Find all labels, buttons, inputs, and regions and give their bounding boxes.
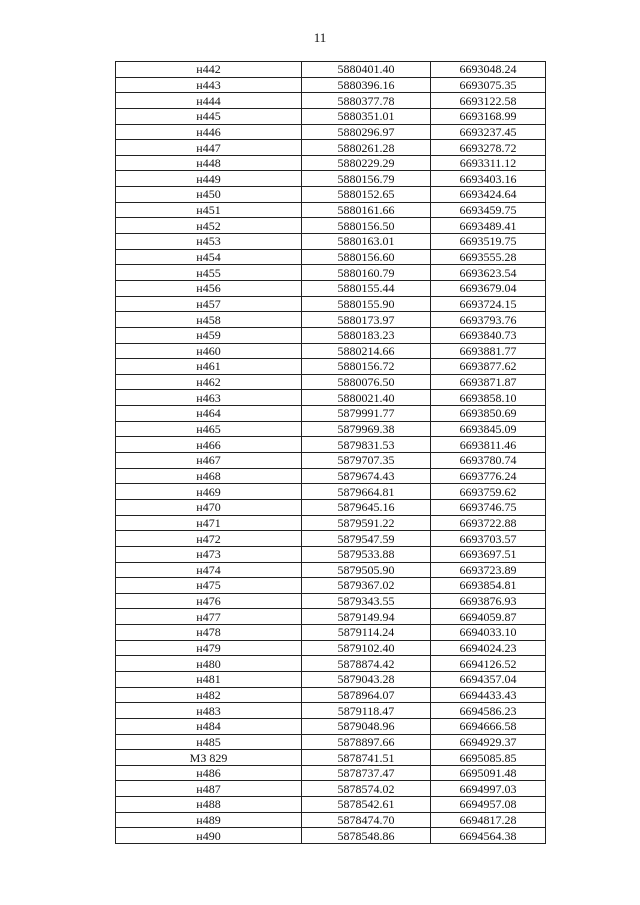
table-row	[116, 734, 546, 750]
table-row	[116, 312, 546, 328]
table-row	[116, 656, 546, 672]
x-coordinate-cell: 5878548.86	[302, 828, 431, 844]
y-coordinate-cell: 6693278.72	[431, 140, 546, 156]
table-row	[116, 468, 546, 484]
y-coordinate-cell: 6693722.88	[431, 515, 546, 531]
x-coordinate-cell: 5880163.01	[302, 234, 431, 250]
point-id-cell: н479	[116, 640, 302, 656]
y-coordinate-cell: 6693811.46	[431, 437, 546, 453]
x-coordinate-cell: 5878474.70	[302, 812, 431, 828]
x-coordinate-cell: 5880156.79	[302, 171, 431, 187]
x-coordinate-cell: 5879664.81	[302, 484, 431, 500]
point-id-cell: н443	[116, 77, 302, 93]
y-coordinate-cell: 6693237.45	[431, 124, 546, 140]
y-coordinate-cell: 6694929.37	[431, 734, 546, 750]
x-coordinate-cell: 5879969.38	[302, 421, 431, 437]
point-id-cell: н490	[116, 828, 302, 844]
table-row	[116, 187, 546, 203]
y-coordinate-cell: 6693881.77	[431, 343, 546, 359]
point-id-cell: МЗ 829	[116, 750, 302, 766]
x-coordinate-cell: 5879674.43	[302, 468, 431, 484]
y-coordinate-cell: 6694586.23	[431, 703, 546, 719]
coordinates-table	[115, 61, 546, 844]
y-coordinate-cell: 6694033.10	[431, 625, 546, 641]
y-coordinate-cell: 6693075.35	[431, 77, 546, 93]
x-coordinate-cell: 5879114.24	[302, 625, 431, 641]
x-coordinate-cell: 5879645.16	[302, 499, 431, 515]
table-row	[116, 77, 546, 93]
y-coordinate-cell: 6694957.08	[431, 797, 546, 813]
table-row	[116, 812, 546, 828]
table-row	[116, 593, 546, 609]
table-row	[116, 781, 546, 797]
table-row	[116, 562, 546, 578]
y-coordinate-cell: 6693793.76	[431, 312, 546, 328]
y-coordinate-cell: 6694433.43	[431, 687, 546, 703]
point-id-cell: н462	[116, 374, 302, 390]
x-coordinate-cell: 5880161.66	[302, 202, 431, 218]
table-row	[116, 437, 546, 453]
table-row	[116, 265, 546, 281]
point-id-cell: н450	[116, 187, 302, 203]
x-coordinate-cell: 5879533.88	[302, 546, 431, 562]
table-row	[116, 296, 546, 312]
y-coordinate-cell: 6694024.23	[431, 640, 546, 656]
y-coordinate-cell: 6693858.10	[431, 390, 546, 406]
table-row	[116, 390, 546, 406]
y-coordinate-cell: 6693459.75	[431, 202, 546, 218]
x-coordinate-cell: 5879505.90	[302, 562, 431, 578]
y-coordinate-cell: 6694059.87	[431, 609, 546, 625]
y-coordinate-cell: 6694564.38	[431, 828, 546, 844]
x-coordinate-cell: 5880401.40	[302, 62, 431, 78]
point-id-cell: н477	[116, 609, 302, 625]
x-coordinate-cell: 5880214.66	[302, 343, 431, 359]
x-coordinate-cell: 5880351.01	[302, 108, 431, 124]
table-row	[116, 718, 546, 734]
point-id-cell: н473	[116, 546, 302, 562]
x-coordinate-cell: 5879831.53	[302, 437, 431, 453]
y-coordinate-cell: 6693850.69	[431, 406, 546, 422]
table-row	[116, 484, 546, 500]
x-coordinate-cell: 5878964.07	[302, 687, 431, 703]
y-coordinate-cell: 6693759.62	[431, 484, 546, 500]
x-coordinate-cell: 5880377.78	[302, 93, 431, 109]
x-coordinate-cell: 5879991.77	[302, 406, 431, 422]
table-row	[116, 687, 546, 703]
y-coordinate-cell: 6693703.57	[431, 531, 546, 547]
point-id-cell: н484	[116, 718, 302, 734]
table-row	[116, 625, 546, 641]
point-id-cell: н453	[116, 234, 302, 250]
point-id-cell: н466	[116, 437, 302, 453]
table-row	[116, 578, 546, 594]
point-id-cell: н459	[116, 327, 302, 343]
table-row	[116, 359, 546, 375]
y-coordinate-cell: 6693424.64	[431, 187, 546, 203]
y-coordinate-cell: 6693679.04	[431, 280, 546, 296]
table-row	[116, 374, 546, 390]
x-coordinate-cell: 5878874.42	[302, 656, 431, 672]
table-row	[116, 406, 546, 422]
table-row	[116, 453, 546, 469]
y-coordinate-cell: 6693845.09	[431, 421, 546, 437]
point-id-cell: н486	[116, 765, 302, 781]
point-id-cell: н460	[116, 343, 302, 359]
table-row	[116, 140, 546, 156]
point-id-cell: н488	[116, 797, 302, 813]
point-id-cell: н452	[116, 218, 302, 234]
y-coordinate-cell: 6693854.81	[431, 578, 546, 594]
x-coordinate-cell: 5880155.44	[302, 280, 431, 296]
point-id-cell: н472	[116, 531, 302, 547]
point-id-cell: н463	[116, 390, 302, 406]
y-coordinate-cell: 6693724.15	[431, 296, 546, 312]
point-id-cell: н442	[116, 62, 302, 78]
x-coordinate-cell: 5879149.94	[302, 609, 431, 625]
x-coordinate-cell: 5878741.51	[302, 750, 431, 766]
y-coordinate-cell: 6693871.87	[431, 374, 546, 390]
table-row	[116, 671, 546, 687]
point-id-cell: н454	[116, 249, 302, 265]
point-id-cell: н455	[116, 265, 302, 281]
y-coordinate-cell: 6693697.51	[431, 546, 546, 562]
point-id-cell: н470	[116, 499, 302, 515]
y-coordinate-cell: 6693403.16	[431, 171, 546, 187]
x-coordinate-cell: 5879343.55	[302, 593, 431, 609]
table-row	[116, 155, 546, 171]
point-id-cell: н446	[116, 124, 302, 140]
point-id-cell: н471	[116, 515, 302, 531]
point-id-cell: н456	[116, 280, 302, 296]
y-coordinate-cell: 6695085.85	[431, 750, 546, 766]
x-coordinate-cell: 5879591.22	[302, 515, 431, 531]
point-id-cell: н451	[116, 202, 302, 218]
point-id-cell: н476	[116, 593, 302, 609]
y-coordinate-cell: 6693723.89	[431, 562, 546, 578]
table-row	[116, 171, 546, 187]
x-coordinate-cell: 5880261.28	[302, 140, 431, 156]
point-id-cell: н478	[116, 625, 302, 641]
y-coordinate-cell: 6693311.12	[431, 155, 546, 171]
y-coordinate-cell: 6693122.58	[431, 93, 546, 109]
table-row	[116, 421, 546, 437]
x-coordinate-cell: 5878574.02	[302, 781, 431, 797]
point-id-cell: н475	[116, 578, 302, 594]
table-row	[116, 218, 546, 234]
table-row	[116, 249, 546, 265]
point-id-cell: н489	[116, 812, 302, 828]
y-coordinate-cell: 6693519.75	[431, 234, 546, 250]
point-id-cell: н481	[116, 671, 302, 687]
x-coordinate-cell: 5880229.29	[302, 155, 431, 171]
x-coordinate-cell: 5879043.28	[302, 671, 431, 687]
table-row	[116, 640, 546, 656]
y-coordinate-cell: 6694817.28	[431, 812, 546, 828]
point-id-cell: н444	[116, 93, 302, 109]
point-id-cell: н445	[116, 108, 302, 124]
table-row	[116, 609, 546, 625]
point-id-cell: н465	[116, 421, 302, 437]
point-id-cell: н447	[116, 140, 302, 156]
y-coordinate-cell: 6693876.93	[431, 593, 546, 609]
coordinates-table-body	[116, 62, 546, 844]
y-coordinate-cell: 6694357.04	[431, 671, 546, 687]
table-row	[116, 343, 546, 359]
table-row	[116, 499, 546, 515]
x-coordinate-cell: 5880152.65	[302, 187, 431, 203]
y-coordinate-cell: 6695091.48	[431, 765, 546, 781]
point-id-cell: н474	[116, 562, 302, 578]
x-coordinate-cell: 5878737.47	[302, 765, 431, 781]
table-row	[116, 234, 546, 250]
table-row	[116, 62, 546, 78]
x-coordinate-cell: 5879547.59	[302, 531, 431, 547]
table-row	[116, 546, 546, 562]
x-coordinate-cell: 5880076.50	[302, 374, 431, 390]
point-id-cell: н480	[116, 656, 302, 672]
table-row	[116, 515, 546, 531]
y-coordinate-cell: 6693168.99	[431, 108, 546, 124]
point-id-cell: н449	[116, 171, 302, 187]
x-coordinate-cell: 5879102.40	[302, 640, 431, 656]
x-coordinate-cell: 5879367.02	[302, 578, 431, 594]
point-id-cell: н482	[116, 687, 302, 703]
x-coordinate-cell: 5880156.50	[302, 218, 431, 234]
table-row	[116, 750, 546, 766]
y-coordinate-cell: 6693048.24	[431, 62, 546, 78]
point-id-cell: н468	[116, 468, 302, 484]
x-coordinate-cell: 5880155.90	[302, 296, 431, 312]
table-row	[116, 765, 546, 781]
point-id-cell: н469	[116, 484, 302, 500]
x-coordinate-cell: 5879118.47	[302, 703, 431, 719]
x-coordinate-cell: 5880156.72	[302, 359, 431, 375]
page-number: 11	[313, 30, 327, 45]
point-id-cell: н457	[116, 296, 302, 312]
point-id-cell: н448	[116, 155, 302, 171]
y-coordinate-cell: 6693840.73	[431, 327, 546, 343]
y-coordinate-cell: 6694666.58	[431, 718, 546, 734]
point-id-cell: н485	[116, 734, 302, 750]
table-row	[116, 531, 546, 547]
point-id-cell: н458	[116, 312, 302, 328]
y-coordinate-cell: 6693877.62	[431, 359, 546, 375]
point-id-cell: н467	[116, 453, 302, 469]
y-coordinate-cell: 6693776.24	[431, 468, 546, 484]
y-coordinate-cell: 6693489.41	[431, 218, 546, 234]
x-coordinate-cell: 5879048.96	[302, 718, 431, 734]
x-coordinate-cell: 5878542.61	[302, 797, 431, 813]
table-row	[116, 93, 546, 109]
table-row	[116, 703, 546, 719]
table-row	[116, 797, 546, 813]
point-id-cell: н461	[116, 359, 302, 375]
x-coordinate-cell: 5880021.40	[302, 390, 431, 406]
x-coordinate-cell: 5878897.66	[302, 734, 431, 750]
point-id-cell: н464	[116, 406, 302, 422]
table-row	[116, 327, 546, 343]
table-row	[116, 108, 546, 124]
table-row	[116, 280, 546, 296]
x-coordinate-cell: 5880160.79	[302, 265, 431, 281]
x-coordinate-cell: 5880183.23	[302, 327, 431, 343]
y-coordinate-cell: 6693746.75	[431, 499, 546, 515]
x-coordinate-cell: 5880396.16	[302, 77, 431, 93]
x-coordinate-cell: 5880173.97	[302, 312, 431, 328]
x-coordinate-cell: 5880156.60	[302, 249, 431, 265]
y-coordinate-cell: 6693555.28	[431, 249, 546, 265]
point-id-cell: н483	[116, 703, 302, 719]
point-id-cell: н487	[116, 781, 302, 797]
y-coordinate-cell: 6693780.74	[431, 453, 546, 469]
table-row	[116, 124, 546, 140]
y-coordinate-cell: 6694126.52	[431, 656, 546, 672]
table-row	[116, 202, 546, 218]
y-coordinate-cell: 6693623.54	[431, 265, 546, 281]
x-coordinate-cell: 5880296.97	[302, 124, 431, 140]
y-coordinate-cell: 6694997.03	[431, 781, 546, 797]
table-row	[116, 828, 546, 844]
x-coordinate-cell: 5879707.35	[302, 453, 431, 469]
